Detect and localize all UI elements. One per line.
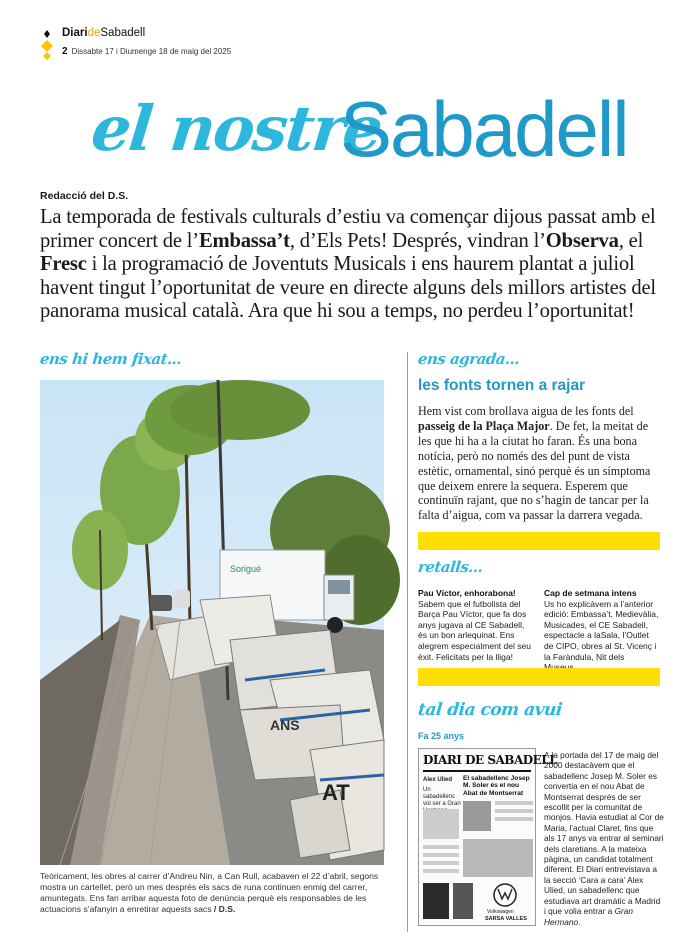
- photo-caption: Teòricament, les obres al carrer d’Andreu Nin, a Can Rull, acabaven el 22 d’abril, segons mostra un cartellet, però un mes després els sacs de runa continuen enmig del carrer, amuntegats. Ens fan arribar aquesta foto de denúncia perquè els responsables de les actuacions s’afanyin a enretirar aquests sacs / D.S.: [40, 871, 379, 914]
- svg-text:AT: AT: [322, 780, 350, 805]
- years-label: Fa 25 anys: [418, 731, 465, 741]
- agrada-body: Hem vist com brollava aigua de les fonts del passeig de la Plaça Major. De fet, la meitat de les que hi ha a la ciutat ho faran. És una bona notícia, però no només des del punt de vista estètic, ornamental, sinó perquè és un símptoma que deixem enrere la sequera. Esperem que continuïn rajant, que no s’hagin de tancar per la falta d’aigua, com va passar la darrera vegada.: [418, 404, 651, 523]
- volkswagen-logo-icon: [493, 883, 517, 907]
- tal-dia-body: A la portada del 17 de maig del 2000 destacàvem que el sabadellenc Josep M. Soler es convertia en el nou Abat de Montserrat després de ser escollit per la comunitat de monjos. Havia estudiat al Cor de Maria, l’actual Claret, fins que als 17 anys va entrar al seminari dels claretians. A la mateixa pàgina, un candidat totalment diferent. El Diari entrevistava a la secció ‘Cara a cara’ Alex Ulied, un sabadellenc que estudiava art dramàtic a Madrid i que volia entrar a Gran Hermano.: [544, 750, 664, 927]
- archive-side-name: Alex Ulied: [423, 777, 453, 783]
- archive-headline: El sabadellenc Josep M. Soler és el nou Abat de Montserrat: [463, 775, 530, 797]
- svg-text:ANS: ANS: [270, 717, 300, 733]
- diari-logo-icon: [40, 30, 54, 60]
- page-number: 2: [62, 46, 68, 57]
- archive-side-text: Un sabadellenc vol ser a Gran: [423, 787, 461, 807]
- archive-masthead: DIARI DE SABADELL: [423, 753, 558, 767]
- brand-name: DiarideSabadell: [62, 27, 146, 39]
- archive-ad-dealer: SARSA VALLES: [485, 916, 527, 922]
- byline: Redacció del D.S.: [40, 190, 129, 202]
- archive-ad-brand: Volkswagen: [487, 909, 514, 915]
- retall-item: Pau Víctor, enhorabona! Sabem que el futbolista del Barça Pau Víctor, que fa dos anys jugava al CE Sabadell, és un bon arlequinat. Ens alegrem especialment del seu èxit. Felicitats per la lliga!: [418, 588, 531, 662]
- street-photo: [40, 380, 384, 865]
- archive-front-page: [418, 748, 558, 926]
- section-agrada: ens agrada...: [417, 350, 521, 368]
- truck-logo-text: Sorigué: [230, 564, 262, 574]
- section-tal-dia: tal dia com avui: [416, 700, 563, 720]
- section-retalls: retalls...: [417, 558, 484, 576]
- title-script: el nostre: [88, 92, 385, 165]
- lead-paragraph: La temporada de festivals culturals d’estiu va començar dijous passat amb el primer concert de l’Embassa’t, d’Els Pets! Després, vindran l’Observa, el Fresc i la programació de Joventuts Musicals i ens haurem plantat a juliol havent tingut l’oportunitat de veure en directe alguns dels millors artistes del panorama musical català. Ara que hi sou a temps, no perdeu l’oportunitat!: [40, 206, 656, 322]
- page-title: Sabadell: [340, 85, 628, 173]
- column-divider: [407, 352, 408, 932]
- issue-date: 2 Dissabte 17 i Diumenge 18 de maig del 2025: [62, 46, 232, 57]
- yellow-divider: [418, 532, 660, 550]
- yellow-divider: [418, 668, 660, 686]
- retall-item: Cap de setmana intens Us ho explicàvem a l’anterior edició: Embassa’t, Medievàlia, Musicades, el CE Sabadell, espectacle a laSala, l’Outlet de CIPO, obres al St. Vicenç i la Faràndula, Nit dels: [544, 588, 659, 662]
- agrada-headline: les fonts tornen a rajar: [418, 377, 586, 394]
- section-fixat: ens hi hem fixat...: [39, 350, 183, 368]
